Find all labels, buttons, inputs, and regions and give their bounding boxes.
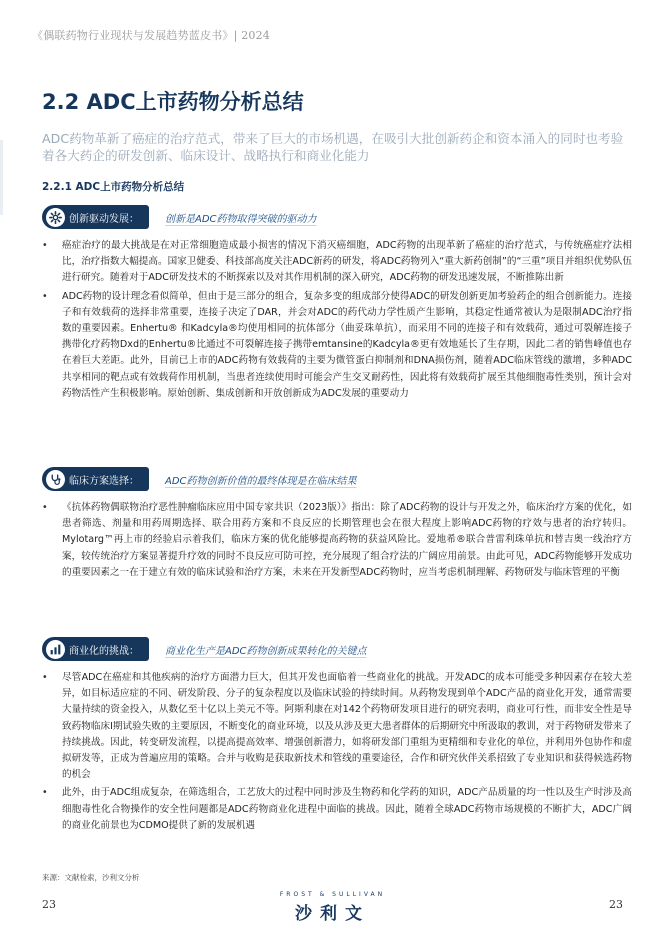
block-caption: 创新是ADC药物取得突破的驱动力 xyxy=(165,213,317,225)
list-item: • 《抗体药物偶联物治疗恶性肿瘤临床应用中国专家共识（2023版）》指出：除了ADC药物的设计与开发之外，临床治疗方案的优化，如患者筛选、剂量和用药周期选择、联合用药方案和不良反应的长期管理也会在很大程度上影响ADC药物的疗效与患者的治疗转归。Mylotarg™再上市的经验启示着我们，临床方案的优化能够提高药物的获益风险比。爱地希®联合普雷利珠单抗和替吉奥一线治疗方案，较传统治疗方案显著提升疗效的同时不良反应可防可控，充分展现了组合疗法的广阔应用前景。由此可见，ADC药物能够开发成功的重要因素之一在于建立有效的临床试验和治疗方案，未来在开发新型ADC药物时，应当考虑机制理解、药物研发与临床管理的平衡 xyxy=(42,500,632,581)
list-item: • 此外，由于ADC组成复杂，在筛选组合，工艺放大的过程中同时涉及生物药和化学药的知识，ADC产品质量的均一性以及生产时涉及高细胞毒性化合物操作的安全性问题都是ADC药物商业化进程中面临的挑战。因此，随着全球ADC药物市场规模的不断扩大，ADC广阔的商业化前景也为CDMO提供了新的发展机遇 xyxy=(42,785,632,834)
tag-clinical xyxy=(42,467,149,491)
source-note: 来源：文献检索，沙利文分析 xyxy=(42,873,140,882)
stethoscope-icon xyxy=(46,470,65,489)
subsection-title: 2.2.1 ADC上市药物分析总结 xyxy=(42,181,185,193)
list-item: • ADC药物的设计理念看似简单，但由于是三部分的组合，复杂多变的组成部分使得ADC的研发创新更加考验药企的组合创新能力。连接子和有效载荷的选择非常重要，连接子决定了DAR，并会对ADC的药代动力学性质产生影响，其稳定性通常被认为是限制ADC治疗指数的重要因素。Enhertu® 和Kadcyla®均使用相同的抗体部分（曲妥珠单抗），而采用不同的连接子和有效载荷，通过可裂解连接子携带化疗药物Dxd的Enhertu®比通过不可裂解连接子携带emtansine的Kadcyla®更有效地延长了生存期，因此二者的销售峰值也存在着巨大差距。此外，目前已上市的ADC药物有效载荷的主要为微管蛋白抑制剂和DNA损伤剂，随着ADC临床管线的激增，多种ADC共享相同的靶点或有效载荷作用机制，当患者连续使用时可能会产生交叉耐药性，因此将有效载荷扩展至其他细胞毒性类别，预计会对药物活性产生积极影响。原始创新、集成创新和开放创新成为ADC发展的重要动力 xyxy=(42,289,632,402)
list-item: • 尽管ADC在癌症和其他疾病的治疗方面潜力巨大，但其开发也面临着一些商业化的挑战。开发ADC的成本可能受多种因素存在较大差异，如目标适应症的不同、研发阶段、分子的复杂程度以及临床试验的持续时间。从药物发现到单个ADC产品的商业化开发，通常需要大量持续的资金投入，从数亿至十亿以上美元不等。阿斯利康在对142个药物研发项目进行的研究表明，商业可行性，而非安全性是导致药物临床Ⅰ期试验失败的主要原因，不断变化的商业环境，以及从涉及更大患者群体的后期研究中所汲取的教训，对于药物研发带来了持续挑战。因此，转变研发流程，以提高提高效率、增强创新潜力，如将研发部门重组为更精细和专业化的单位，并利用外包协作和虚拟研发等，正成为普遍应用的策略。合并与收购是获取新技术和管线的重要途径，合作和研究伙伴关系招致了专业知识和获得候选药物的机会 xyxy=(42,670,632,783)
bullet-list xyxy=(42,500,632,583)
brand-name-en: FROST & SULLIVAN xyxy=(279,891,386,898)
brand-logo xyxy=(0,891,665,924)
tag-innovation xyxy=(42,205,149,229)
block-caption: ADC药物创新价值的最终体现是在临床结果 xyxy=(165,475,357,487)
page-number-left: 23 xyxy=(42,898,56,911)
tag-label: 临床方案选择： xyxy=(69,475,139,487)
running-header: 《偶联药物行业现状与发展趋势蓝皮书》| 2024 xyxy=(32,29,270,42)
block-commercial-header xyxy=(42,637,367,661)
block-innovation-header xyxy=(42,205,317,229)
section-title: 2.2 ADC上市药物分析总结 xyxy=(42,90,304,114)
gear-icon xyxy=(46,208,65,227)
bar-chart-icon xyxy=(46,640,65,659)
bullet-list xyxy=(42,670,632,836)
tag-label: 商业化的挑战： xyxy=(69,645,139,657)
tag-label: 创新驱动发展： xyxy=(69,213,139,225)
bullet-list xyxy=(42,238,632,404)
block-caption: 商业化生产是ADC药物创新成果转化的关键点 xyxy=(165,645,367,657)
block-clinical-header xyxy=(42,467,357,491)
list-item: • 癌症治疗的最大挑战是在对正常细胞造成最小损害的情况下消灭癌细胞，ADC药物的出现革新了癌症的治疗范式，与传统癌症疗法相比，治疗指数大幅提高。国家卫健委、科技部高度关注ADC新药的研发，将ADC药物列入“重大新药创制”的“三重”项目并组织优势队伍进行研究。随着对于ADC研发技术的不断探索以及对其作用机制的深入研究，ADC药物的研发迅速发展，不断推陈出新 xyxy=(42,238,632,287)
brand-name-cn: 沙利文 xyxy=(295,904,370,924)
left-margin-rule xyxy=(0,140,3,215)
tag-commercial xyxy=(42,637,149,661)
section-intro: ADC药物革新了癌症的治疗范式，带来了巨大的市场机遇，在吸引大批创新药企和资本涌入的同时也考验着各大药企的研发创新、临床设计、战略执行和商业化能力 xyxy=(42,131,624,163)
page-number-right: 23 xyxy=(609,898,623,911)
